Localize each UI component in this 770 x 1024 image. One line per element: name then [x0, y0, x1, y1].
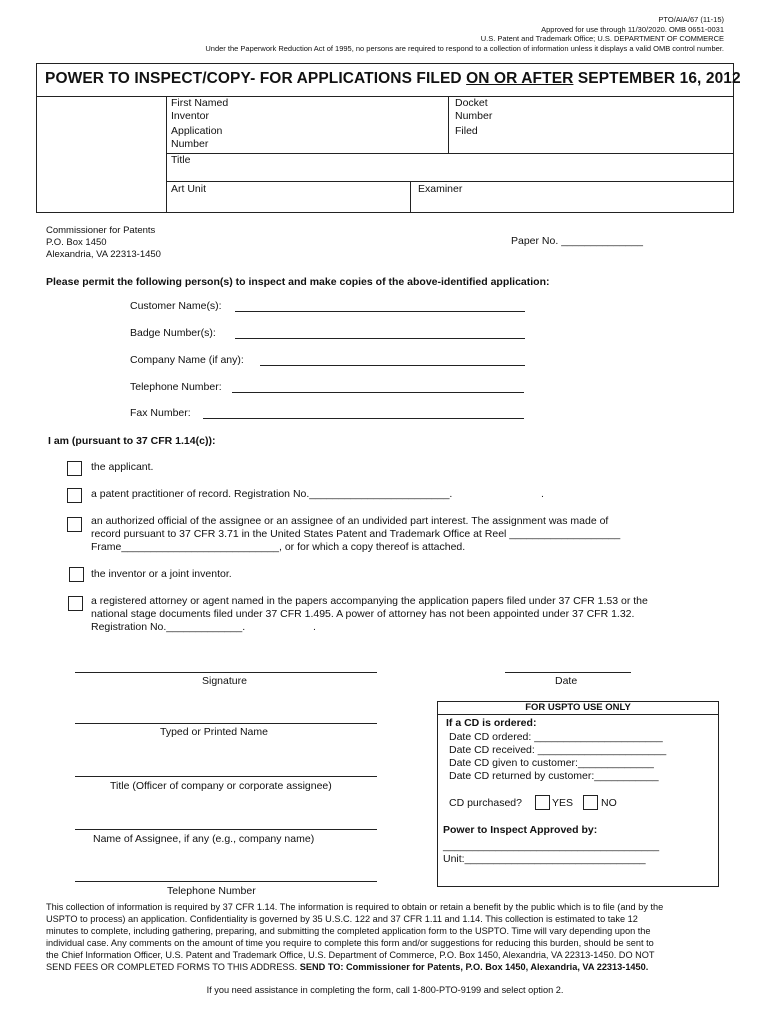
applicant-option: the applicant. — [91, 461, 154, 473]
omb-approval: Approved for use through 11/30/2020. OMB 0651-0031 — [541, 24, 724, 34]
cd-purchased-no-checkbox[interactable] — [583, 795, 598, 810]
unit-field[interactable]: Unit:_______________________________ — [443, 853, 646, 865]
date-field[interactable] — [505, 672, 631, 673]
practitioner-checkbox[interactable] — [67, 488, 82, 503]
option-line: Frame___________________________, or for which a copy thereof is attached. — [91, 541, 466, 553]
company-name-label: Company Name (if any): — [130, 354, 244, 366]
i-am-heading: I am (pursuant to 37 CFR 1.14(c)): — [48, 435, 216, 447]
signature-label: Signature — [202, 675, 247, 687]
practitioner-option: a patent practitioner of record. Registration No.________________________. — [91, 488, 453, 500]
examiner-label: Examiner — [418, 183, 463, 195]
application-info-table — [36, 97, 734, 213]
inventor-checkbox[interactable] — [69, 567, 84, 582]
yes-label: YES — [552, 797, 574, 809]
date-label: Date — [555, 675, 578, 687]
applicant-checkbox[interactable] — [67, 461, 82, 476]
table-divider — [410, 181, 411, 213]
application-number-label: Application Number — [171, 125, 223, 150]
title-box — [36, 63, 741, 97]
badge-number-field[interactable] — [235, 338, 525, 339]
burden-statement — [46, 901, 663, 973]
footer-warning: SEND FEES OR COMPLETED FORMS TO THIS ADDRESS. — [46, 962, 300, 972]
permit-heading: Please permit the following person(s) to inspect and make copies of the above-identified application: — [46, 276, 550, 288]
telephone-number-label: Telephone Number: — [130, 381, 222, 393]
assignee-name-field[interactable] — [75, 829, 377, 830]
cd-purchased-yes-checkbox[interactable] — [535, 795, 550, 810]
fax-number-field[interactable] — [203, 418, 524, 419]
agency-line: U.S. Patent and Trademark Office; U.S. DEPARTMENT OF COMMERCE — [480, 34, 724, 43]
address-line: Commissioner for Patents — [46, 225, 156, 236]
no-label: NO — [601, 797, 617, 809]
cd-ordered-heading: If a CD is ordered: — [446, 717, 537, 729]
table-divider — [166, 97, 167, 213]
docket-number-label: Docket Number — [455, 97, 493, 122]
assignee-name-label: Name of Assignee, if any (e.g., company name) — [93, 833, 315, 845]
footer-line: the Chief Information Officer, U.S. Patent and Trademark Office, U.S. Department of Commerce, P.O. Box 1450, Alexandria, VA 22313-1450. DO NOT — [46, 950, 655, 960]
first-named-inventor-label: First Named Inventor — [171, 97, 229, 122]
table-divider — [166, 181, 734, 182]
footer-line: USPTO to process) an application. Confidentiality is governed by 35 U.S.C. 122 and 37 CFR 1.11 and 1.14. This collection is estimated to take 12 — [46, 914, 638, 924]
approved-by-field[interactable]: _____________________________________ — [443, 840, 660, 852]
attorney-agent-checkbox[interactable] — [68, 596, 83, 611]
title-part-1: POWER TO INSPECT/COPY- FOR APPLICATIONS FILED — [45, 70, 467, 87]
address-line: Alexandria, VA 22313-1450 — [46, 249, 161, 260]
typed-name-label: Typed or Printed Name — [160, 726, 268, 738]
paper-number: Paper No. ______________ — [511, 235, 643, 247]
form-header — [205, 15, 724, 53]
uspto-box-divider — [437, 714, 719, 715]
date-cd-given: Date CD given to customer:_____________ — [449, 757, 654, 769]
commissioner-address — [46, 225, 161, 261]
option-line: a registered attorney or agent named in the papers accompanying the application papers filed under 37 CFR 1.53 or the — [91, 595, 648, 607]
fax-number-label: Fax Number: — [130, 407, 191, 419]
inventor-option: the inventor or a joint inventor. — [91, 568, 232, 580]
practitioner-trailing-dot: . — [541, 488, 544, 500]
attorney-trailing-dot: . — [313, 621, 316, 633]
officer-title-field[interactable] — [75, 776, 377, 777]
uspto-heading: FOR USPTO USE ONLY — [525, 702, 631, 713]
title-label: Title — [171, 154, 191, 166]
address-line: P.O. Box 1450 — [46, 237, 107, 248]
footer-line: This collection of information is required by 37 CFR 1.14. The information is required to obtain or retain a benefit by the public which is to file (and by the — [46, 902, 664, 912]
filed-label: Filed — [455, 125, 478, 137]
telephone-number-field[interactable] — [232, 392, 524, 393]
page-title — [45, 70, 741, 88]
officer-title-label: Title (Officer of company or corporate assignee) — [110, 780, 332, 792]
option-line: Registration No._____________. — [91, 621, 246, 633]
typed-name-field[interactable] — [75, 723, 377, 724]
option-line: an authorized official of the assignee or an assignee of an undivided part interest. The assignment was made of — [91, 515, 609, 527]
footer-send-to: SEND TO: Commissioner for Patents, P.O. Box 1450, Alexandria, VA 22313-1450. — [299, 962, 649, 972]
badge-number-label: Badge Number(s): — [130, 327, 216, 339]
cd-purchased-label: CD purchased? — [449, 797, 522, 809]
footer-line — [46, 961, 663, 973]
signature-field[interactable] — [75, 672, 377, 673]
date-cd-received: Date CD received: ______________________ — [449, 744, 667, 756]
assignee-official-checkbox[interactable] — [67, 517, 82, 532]
assistance-note: If you need assistance in completing the form, call 1-800-PTO-9199 and select option 2. — [206, 985, 564, 995]
footer-line: individual case. Any comments on the amount of time you require to complete this form and/or suggestions for reducing this burden, should be sent to — [46, 938, 654, 948]
telephone-label: Telephone Number — [167, 885, 256, 897]
option-line: record pursuant to 37 CFR 3.71 in the United States Patent and Trademark Office at Reel ___________________ — [91, 528, 621, 540]
date-cd-ordered: Date CD ordered: ______________________ — [449, 731, 663, 743]
table-divider — [166, 153, 734, 154]
date-cd-returned: Date CD returned by customer:___________ — [449, 770, 659, 782]
company-name-field[interactable] — [260, 365, 525, 366]
art-unit-label: Art Unit — [171, 183, 207, 195]
power-approved-heading: Power to Inspect Approved by: — [443, 824, 598, 836]
footer-line: minutes to complete, including gathering, preparing, and submitting the completed application form to the USPTO. Time will vary depending upon the — [46, 926, 651, 936]
attorney-agent-option — [91, 595, 648, 634]
form-id: PTO/AIA/67 (11-15) — [658, 15, 724, 24]
customer-name-label: Customer Name(s): — [130, 300, 222, 312]
telephone-field[interactable] — [75, 881, 377, 882]
title-part-3: SEPTEMBER 16, 2012 — [573, 70, 741, 87]
paperwork-notice: Under the Paperwork Reduction Act of 1995, no persons are required to respond to a collection of information unless it displays a valid OMB control number. — [205, 43, 724, 53]
customer-name-field[interactable] — [235, 311, 525, 312]
table-divider — [448, 97, 449, 153]
title-emphasis: ON OR AFTER — [466, 70, 574, 87]
assignee-official-option — [91, 515, 620, 554]
option-line: national stage documents filed under 37 CFR 1.495. A power of attorney has not been appointed under 37 CFR 1.32. — [91, 608, 635, 620]
